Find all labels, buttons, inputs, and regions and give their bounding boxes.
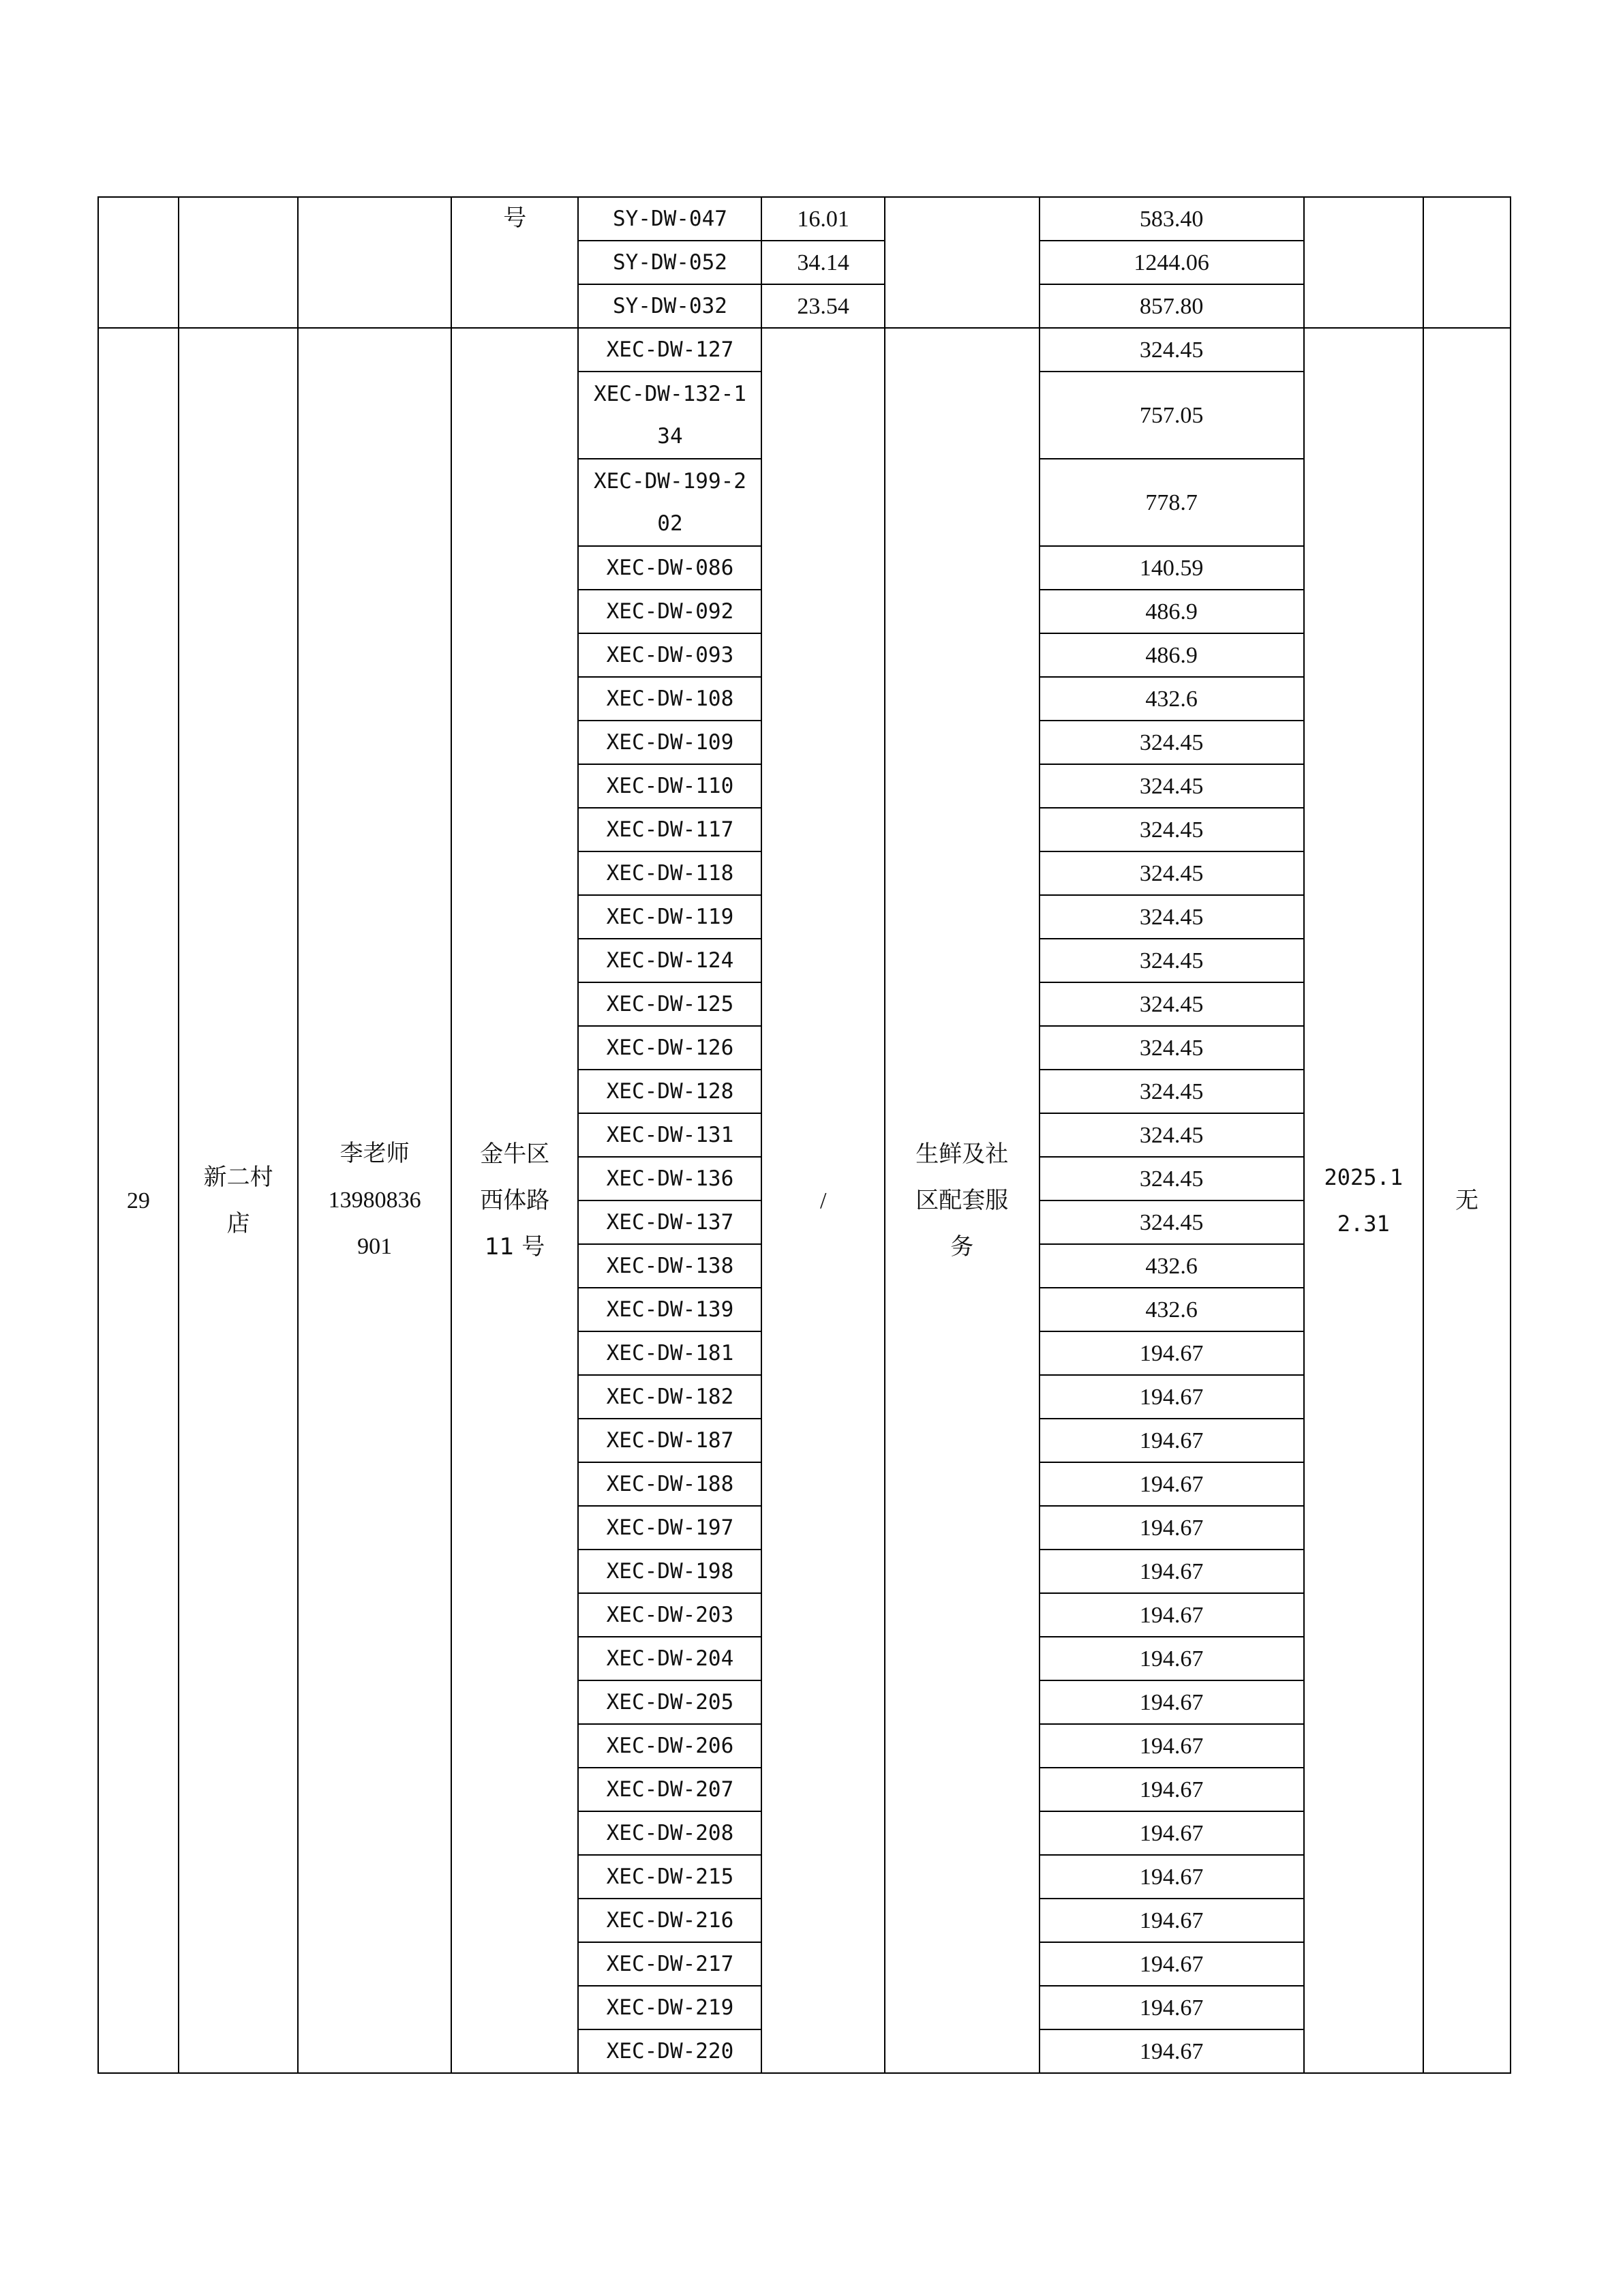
unit-rent-cell: 324.45 xyxy=(1040,895,1304,939)
unit-code-cell xyxy=(578,372,761,459)
unit-code-cell: SY-DW-052 xyxy=(578,241,761,284)
unit-code-cell: XEC-DW-215 xyxy=(578,1855,761,1899)
unit-rent-cell: 757.05 xyxy=(1040,372,1304,459)
unit-rent-cell: 194.67 xyxy=(1040,1331,1304,1375)
unit-rent-cell: 857.80 xyxy=(1040,284,1304,328)
unit-rent-cell: 194.67 xyxy=(1040,1899,1304,1942)
unit-code-cell: XEC-DW-219 xyxy=(578,1986,761,2029)
unit-code-line: XEC-DW-199-2 xyxy=(593,469,746,494)
row-number-cell: 29 xyxy=(98,328,179,2073)
unit-code-cell: XEC-DW-139 xyxy=(578,1288,761,1331)
store-name-cell xyxy=(179,328,298,2073)
unit-area-cell: 23.54 xyxy=(761,284,884,328)
unit-rent-cell: 194.67 xyxy=(1040,1724,1304,1768)
unit-code-cell: XEC-DW-128 xyxy=(578,1070,761,1113)
unit-rent-cell: 324.45 xyxy=(1040,721,1304,764)
unit-code-cell: XEC-DW-136 xyxy=(578,1157,761,1200)
continued-cell-empty xyxy=(179,197,298,328)
continued-cell-empty xyxy=(1423,197,1511,328)
unit-rent-cell: 194.67 xyxy=(1040,1768,1304,1811)
unit-rent-cell: 194.67 xyxy=(1040,1855,1304,1899)
unit-code-cell: XEC-DW-108 xyxy=(578,677,761,721)
address-line: 西体路 xyxy=(480,1187,550,1214)
unit-code-cell: XEC-DW-093 xyxy=(578,633,761,677)
unit-rent-cell: 324.45 xyxy=(1040,939,1304,982)
unit-rent-cell: 194.67 xyxy=(1040,2029,1304,2073)
unit-code-cell: XEC-DW-217 xyxy=(578,1942,761,1986)
unit-code-cell: XEC-DW-127 xyxy=(578,328,761,372)
table-row xyxy=(98,197,1511,241)
unit-rent-cell: 1244.06 xyxy=(1040,241,1304,284)
unit-code-cell: XEC-DW-198 xyxy=(578,1550,761,1593)
address-cell: 号 xyxy=(451,197,578,328)
remark-cell: 无 xyxy=(1423,328,1511,2073)
unit-code-cell: XEC-DW-220 xyxy=(578,2029,761,2073)
unit-rent-cell: 140.59 xyxy=(1040,546,1304,590)
unit-code-cell: XEC-DW-206 xyxy=(578,1724,761,1768)
contact-line: 901 xyxy=(357,1234,393,1259)
store-name-line: 新二村 xyxy=(203,1164,273,1191)
continued-cell-empty xyxy=(98,197,179,328)
unit-rent-cell: 194.67 xyxy=(1040,1593,1304,1637)
unit-code-cell: XEC-DW-117 xyxy=(578,808,761,851)
unit-rent-cell: 432.6 xyxy=(1040,677,1304,721)
unit-rent-cell: 324.45 xyxy=(1040,1026,1304,1070)
unit-rent-cell: 486.9 xyxy=(1040,590,1304,633)
area-cell: / xyxy=(761,328,884,2073)
unit-rent-cell: 324.45 xyxy=(1040,1200,1304,1244)
usage-line: 区配套服 xyxy=(915,1187,1009,1214)
unit-rent-cell: 486.9 xyxy=(1040,633,1304,677)
unit-rent-cell: 194.67 xyxy=(1040,1550,1304,1593)
unit-code-line: XEC-DW-132-1 xyxy=(593,382,746,406)
unit-rent-cell: 324.45 xyxy=(1040,1157,1304,1200)
unit-rent-cell: 324.45 xyxy=(1040,851,1304,895)
contact-line: 13980836 xyxy=(328,1188,421,1213)
unit-rent-cell: 194.67 xyxy=(1040,1506,1304,1550)
unit-code-cell: XEC-DW-181 xyxy=(578,1331,761,1375)
unit-rent-cell: 324.45 xyxy=(1040,1113,1304,1157)
unit-code-cell: XEC-DW-138 xyxy=(578,1244,761,1288)
unit-code-cell: XEC-DW-205 xyxy=(578,1680,761,1724)
unit-rent-cell: 324.45 xyxy=(1040,808,1304,851)
unit-code-cell: XEC-DW-197 xyxy=(578,1506,761,1550)
usage-line: 生鲜及社 xyxy=(915,1141,1009,1168)
usage-cell xyxy=(885,328,1040,2073)
address-line: 11 号 xyxy=(485,1233,545,1260)
usage-line: 务 xyxy=(950,1233,974,1260)
continued-cell-empty xyxy=(298,197,451,328)
contact-cell xyxy=(298,328,451,2073)
unit-code-cell: XEC-DW-119 xyxy=(578,895,761,939)
end-date-line: 2025.1 xyxy=(1324,1164,1404,1190)
unit-rent-cell: 194.67 xyxy=(1040,1375,1304,1419)
store-name-line: 店 xyxy=(226,1210,250,1237)
unit-code-cell: XEC-DW-109 xyxy=(578,721,761,764)
address-line: 金牛区 xyxy=(480,1141,550,1168)
unit-code-cell: SY-DW-032 xyxy=(578,284,761,328)
unit-code-cell: XEC-DW-187 xyxy=(578,1419,761,1462)
unit-area-cell: 16.01 xyxy=(761,197,884,241)
unit-code-cell: XEC-DW-203 xyxy=(578,1593,761,1637)
unit-code-cell: XEC-DW-126 xyxy=(578,1026,761,1070)
unit-code-cell: XEC-DW-110 xyxy=(578,764,761,808)
unit-rent-cell: 324.45 xyxy=(1040,1070,1304,1113)
unit-rent-cell: 324.45 xyxy=(1040,764,1304,808)
unit-rent-cell: 432.6 xyxy=(1040,1288,1304,1331)
unit-rent-cell: 194.67 xyxy=(1040,1942,1304,1986)
unit-rent-cell: 432.6 xyxy=(1040,1244,1304,1288)
unit-rent-cell: 194.67 xyxy=(1040,1462,1304,1506)
end-date-line: 2.31 xyxy=(1337,1211,1390,1237)
unit-rent-cell: 194.67 xyxy=(1040,1637,1304,1680)
contact-line: 李老师 xyxy=(339,1141,410,1166)
address-cell xyxy=(451,328,578,2073)
unit-code-cell: XEC-DW-188 xyxy=(578,1462,761,1506)
unit-rent-cell: 583.40 xyxy=(1040,197,1304,241)
unit-code-line: 02 xyxy=(657,511,683,536)
unit-code-cell xyxy=(578,459,761,546)
lease-table xyxy=(97,196,1511,2074)
table-body xyxy=(98,197,1511,2073)
unit-rent-cell: 194.67 xyxy=(1040,1680,1304,1724)
unit-code-cell: SY-DW-047 xyxy=(578,197,761,241)
table-row xyxy=(98,328,1511,372)
unit-rent-cell: 194.67 xyxy=(1040,1986,1304,2029)
unit-code-cell: XEC-DW-131 xyxy=(578,1113,761,1157)
unit-code-line: 34 xyxy=(657,424,683,449)
unit-code-cell: XEC-DW-092 xyxy=(578,590,761,633)
unit-code-cell: XEC-DW-182 xyxy=(578,1375,761,1419)
unit-rent-cell: 324.45 xyxy=(1040,328,1304,372)
unit-code-cell: XEC-DW-125 xyxy=(578,982,761,1026)
unit-rent-cell: 778.7 xyxy=(1040,459,1304,546)
unit-code-cell: XEC-DW-124 xyxy=(578,939,761,982)
unit-code-cell: XEC-DW-216 xyxy=(578,1899,761,1942)
unit-code-cell: XEC-DW-207 xyxy=(578,1768,761,1811)
end-date-cell xyxy=(1304,328,1423,2073)
unit-code-cell: XEC-DW-137 xyxy=(578,1200,761,1244)
unit-code-cell: XEC-DW-208 xyxy=(578,1811,761,1855)
unit-rent-cell: 194.67 xyxy=(1040,1419,1304,1462)
usage-cell-empty xyxy=(885,197,1040,328)
unit-area-cell: 34.14 xyxy=(761,241,884,284)
unit-code-cell: XEC-DW-204 xyxy=(578,1637,761,1680)
unit-rent-cell: 324.45 xyxy=(1040,982,1304,1026)
unit-code-cell: XEC-DW-118 xyxy=(578,851,761,895)
unit-rent-cell: 194.67 xyxy=(1040,1811,1304,1855)
continued-cell-empty xyxy=(1304,197,1423,328)
unit-code-cell: XEC-DW-086 xyxy=(578,546,761,590)
